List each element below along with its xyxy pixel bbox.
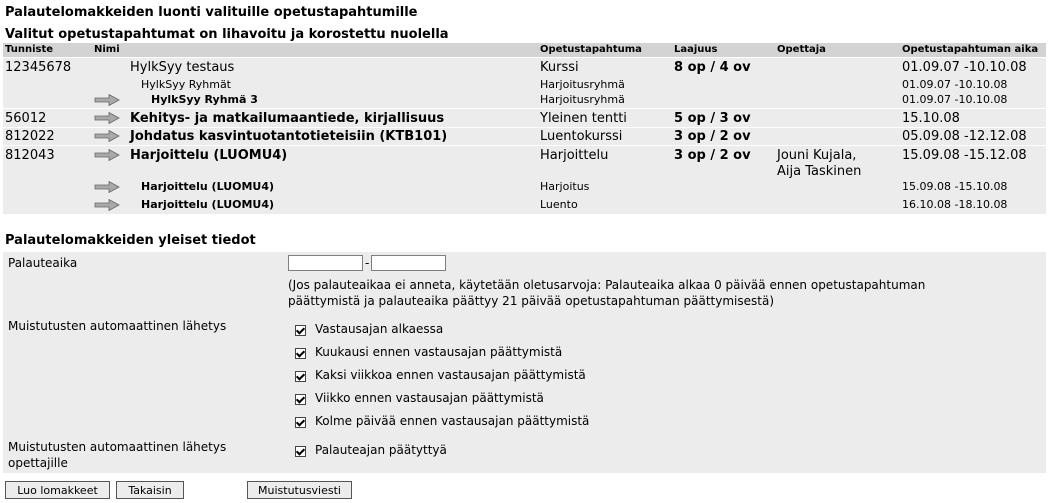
row-time: 01.09.07 -10.10.08 <box>902 93 1008 106</box>
feedback-time-label: Palauteaika <box>8 256 78 270</box>
feedback-start-date-input[interactable] <box>288 255 363 271</box>
row-time: 01.09.07 -10.10.08 <box>902 78 1008 91</box>
right-arrow-icon <box>94 94 120 106</box>
row-time: 16.10.08 -18.10.08 <box>902 198 1008 211</box>
row-name: Johdatus kasvintuotantotieteisiin (KTB101) <box>130 129 448 144</box>
teacher-reminders-label-2: opettajille <box>8 456 68 470</box>
row-event: Harjoittelu <box>540 148 609 163</box>
reminder-checkbox-week[interactable] <box>295 394 306 405</box>
teacher-reminder-label: Palauteajan päätyttyä <box>315 443 447 457</box>
row-event: Harjoitusryhmä <box>540 93 625 106</box>
row-time: 05.09.08 -12.12.08 <box>902 129 1027 144</box>
row-name: HylkSyy Ryhmä 3 <box>151 93 258 106</box>
reminder-checkbox-month[interactable] <box>295 348 306 359</box>
row-time: 01.09.07 -10.10.08 <box>902 60 1027 75</box>
reminders-label: Muistutusten automaattinen lähetys <box>8 319 227 333</box>
row-id: 12345678 <box>5 60 72 75</box>
teacher-reminder-checkbox[interactable] <box>295 446 306 457</box>
row-name: Harjoittelu (LUOMU4) <box>141 180 275 193</box>
row-scope: 8 op / 4 ov <box>674 60 751 75</box>
row-name: HylkSyy testaus <box>130 60 235 75</box>
row-time: 15.09.08 -15.10.08 <box>902 180 1008 193</box>
right-arrow-icon <box>94 130 120 142</box>
row-id: 812022 <box>5 129 55 144</box>
teacher-reminders-label: Muistutusten automaattinen lähetys <box>8 440 227 454</box>
right-arrow-icon <box>94 199 120 211</box>
reminder-message-button[interactable]: Muistutusviesti <box>247 481 352 499</box>
col-header-time: Opetustapahtuman aika <box>902 44 1039 55</box>
row-time: 15.09.08 -15.12.08 <box>902 148 1027 163</box>
page-subtitle: Valitut opetustapahtumat on lihavoitu ja korostettu nuolella <box>5 27 449 42</box>
create-forms-button[interactable]: Luo lomakkeet <box>5 481 110 499</box>
row-event: Luentokurssi <box>540 129 623 144</box>
row-time: 15.10.08 <box>902 111 960 126</box>
table-header <box>3 43 1046 57</box>
reminder-label-start: Vastausajan alkaessa <box>315 322 444 336</box>
row-teacher-2: Aija Taskinen <box>777 164 862 179</box>
row-name: Kehitys- ja matkailumaantiede, kirjallisuus <box>130 111 445 126</box>
row-scope: 3 op / 2 ov <box>674 129 751 144</box>
row-event: Harjoitus <box>540 180 590 193</box>
row-scope: 5 op / 3 ov <box>674 111 751 126</box>
page-title: Palautelomakkeiden luonti valituille opetustapahtumille <box>5 5 418 20</box>
reminder-checkbox-three-days[interactable] <box>295 417 306 428</box>
col-header-event: Opetustapahtuma <box>540 44 642 55</box>
feedback-time-note-line2: päättymistä ja palauteaika päättyy 21 päivää opetustapahtuman päättymisestä) <box>288 294 774 308</box>
col-header-teacher: Opettaja <box>777 44 826 55</box>
reminder-checkbox-start[interactable] <box>295 325 306 336</box>
reminder-checkbox-two-weeks[interactable] <box>295 371 306 382</box>
date-separator: - <box>365 256 370 270</box>
back-button[interactable]: Takaisin <box>116 481 184 499</box>
reminder-label-week: Viikko ennen vastausajan päättymistä <box>315 391 544 405</box>
feedback-time-note-line1: (Jos palauteaikaa ei anneta, käytetään oletusarvoja: Palauteaika alkaa 0 päivää ennen opetustapahtuman <box>288 278 926 292</box>
row-scope: 3 op / 2 ov <box>674 148 751 163</box>
reminder-label-month: Kuukausi ennen vastausajan päättymistä <box>315 345 563 359</box>
right-arrow-icon <box>94 112 120 124</box>
row-event: Harjoitusryhmä <box>540 78 625 91</box>
section-heading-general: Palautelomakkeiden yleiset tiedot <box>5 233 256 248</box>
row-id: 56012 <box>5 111 47 126</box>
right-arrow-icon <box>94 149 120 161</box>
row-teacher: Jouni Kujala, <box>777 148 857 163</box>
col-header-id: Tunniste <box>5 44 54 55</box>
row-divider <box>3 145 1046 146</box>
reminder-label-two-weeks: Kaksi viikkoa ennen vastausajan päättymistä <box>315 368 586 382</box>
reminder-label-three-days: Kolme päivää ennen vastausajan päättymistä <box>315 414 590 428</box>
col-header-name: Nimi <box>94 44 120 55</box>
row-event: Luento <box>540 198 578 211</box>
row-event: Kurssi <box>540 60 579 75</box>
feedback-end-date-input[interactable] <box>371 255 446 271</box>
row-id: 812043 <box>5 148 55 163</box>
col-header-scope: Laajuus <box>674 44 718 55</box>
row-event: Yleinen tentti <box>540 111 627 126</box>
row-divider <box>3 108 1046 109</box>
row-name: Harjoittelu (LUOMU4) <box>130 148 288 163</box>
row-divider <box>3 127 1046 128</box>
row-name: Harjoittelu (LUOMU4) <box>141 198 275 211</box>
right-arrow-icon <box>94 181 120 193</box>
row-name: HylkSyy Ryhmät <box>141 78 231 91</box>
